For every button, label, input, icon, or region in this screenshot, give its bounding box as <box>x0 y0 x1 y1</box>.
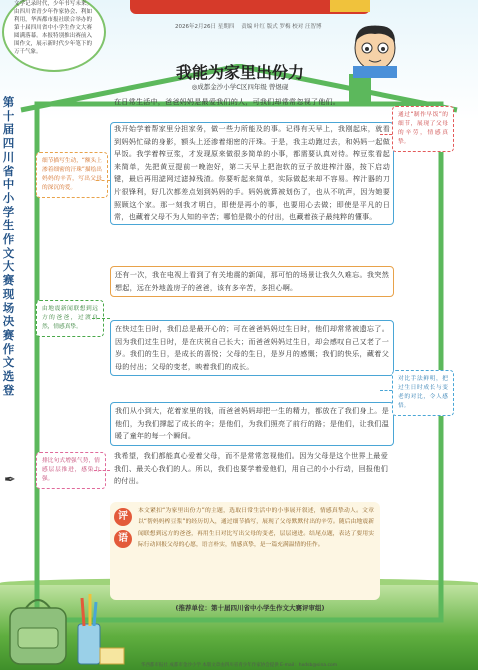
comment-badge-top: 评 <box>114 508 132 526</box>
paragraph-6: 我希望，我们都能真心爱着父母，而不是常常忽视他们。因为父母是这个世界上最爱我们、最关心我们的人。所以，我们也要学着爱他们，用自己的小小行动，回报他们的付出。 <box>114 451 388 486</box>
editor-line: 责编 叶红 版式 罗梅 校对 汪智博 <box>241 24 322 30</box>
paragraph-3: 还有一次，我在电视上看到了有关地震的新闻，那可怕的场景让我久久难忘。我突然想起，远在外地盖房子的爸爸，该有多辛苦，多担心啊。 <box>110 266 394 297</box>
recommend-line: (推荐单位：第十届四川省中小学生作文大赛评审组) <box>175 604 325 612</box>
issue-meta <box>175 22 322 30</box>
note-connector-4 <box>380 390 392 391</box>
note-connector-1 <box>380 134 392 135</box>
side-note-5: 排比句式增强气势，情感层层推进，感染力强。 <box>36 452 106 489</box>
date-line: 2026年2月26日 星期四 <box>175 24 235 30</box>
comment-text: 本文紧扣“为家里出份力”的主题，选取日常生活中的小事展开叙述，情感真挚动人。文章以“帮妈妈榨豆浆”的经历切入，通过细节描写，展现了父母默默付出的辛劳。随后由地震新闻联想到远方的爸爸，再用生日对比写出父母的变老，层层递进。结尾点题，表达了要用实际行动回报父母的心愿，语言朴实，情感真挚，是一篇充满温情的佳作。 <box>138 508 374 548</box>
paragraph-4: 在快过生日时，我们总是最开心的；可在爸爸妈妈过生日时，他们却常常被遗忘了。因为我们过生日时，是在庆祝自己长大；而爸爸妈妈过生日，却会感叹自己又老了一岁。我们的生日，是成长的喜悦；父母的生日，是岁月的感慨；我们的快乐，藏着父母的付出；父母的变老，映着我们的成长。 <box>110 320 394 376</box>
note-connector-3 <box>92 318 110 319</box>
side-note-4: 对比手法鲜明，把过生日时成长与变老的对比，令人感悟。 <box>392 370 454 416</box>
paragraph-5: 我们从小到大，花着家里的钱，而爸爸妈妈却把一生的精力，都放在了我们身上。是他们，为我们撑起了成长的伞；是他们，为我们照亮了前行的路；是他们，让我们温暖了童年的每一个瞬间。 <box>110 402 394 446</box>
side-note-1: 通过“制作早饭”的细节，展现了父母的辛劳，情感真挚。 <box>392 106 454 152</box>
note-connector-5 <box>94 470 110 471</box>
side-vertical-title: 第十届四川省中小学生作文大赛现场决赛作文选登 <box>2 95 15 397</box>
masthead-tag <box>330 0 370 12</box>
intro-text: 文学记录时代，少年书写未来。由四川省青少年作家协会、利如利用，华西都市报社联合举办的第十届四川省中小学生作文大赛圆满落幕。本报特别推出赛前入围作文，展示新时代少年笔下的万千气象。 <box>14 1 92 55</box>
article-author: ◎成都金沙小学C区四年级 曾煜砚 <box>191 83 289 91</box>
paragraph-1: 在日常生活中，爸爸妈妈是最爱我们的人，可我们却常常忽视了他们。 <box>114 97 341 106</box>
pen-icon: ✒ <box>4 472 16 488</box>
side-note-3: 由地震新闻联想到远方的爸爸，过渡自然，情感真挚。 <box>36 300 104 337</box>
article-title: 我能为家里出份力 <box>175 63 304 82</box>
schoolbag-illustration <box>8 588 128 668</box>
note-connector-2 <box>96 180 110 181</box>
footer-line: 华西都市报社 成都市金沙小学 本版文章由四川省青少年作家协会提供 E-mail：hxdsb@sina.com <box>140 663 338 668</box>
comment-badge-bottom: 语 <box>114 530 132 548</box>
side-note-2: 细节描写生动，“额头上渗着细密的汗珠”描绘出妈妈的辛苦，写出父母的深沉的爱。 <box>36 152 108 198</box>
paragraph-2: 我开始学着帮家里分担家务，做一些力所能及的事。记得有天早上，我刚起床，就看到妈妈忙碌的身影，额头上还渗着细密的汗珠。于是，我主动跑过去，和妈妈一起做早饭。我学着榨豆浆，才发现原来做很多简单的小事，都需要认真对待。榨豆浆看起来简单，先把黄豆提前一晚泡好，第二天早上把泡软的豆子放进榨汁器，按下启动键，最后再用滤网过滤掉残渣。你要听起来简单，实际做起来却不容易。榨汁器的刀片很锋利，好几次都差点划到妈妈的手。妈妈就算被划伤了，也从不吭声，因为她要照顾这个家。那一刻我才明白，即使是再小的事，也要用心去做；即使是平凡的日常，也藏着父母不为人知的辛苦；哪怕是微小的付出，也藏着孩子最纯粹的懂事。 <box>110 122 394 225</box>
